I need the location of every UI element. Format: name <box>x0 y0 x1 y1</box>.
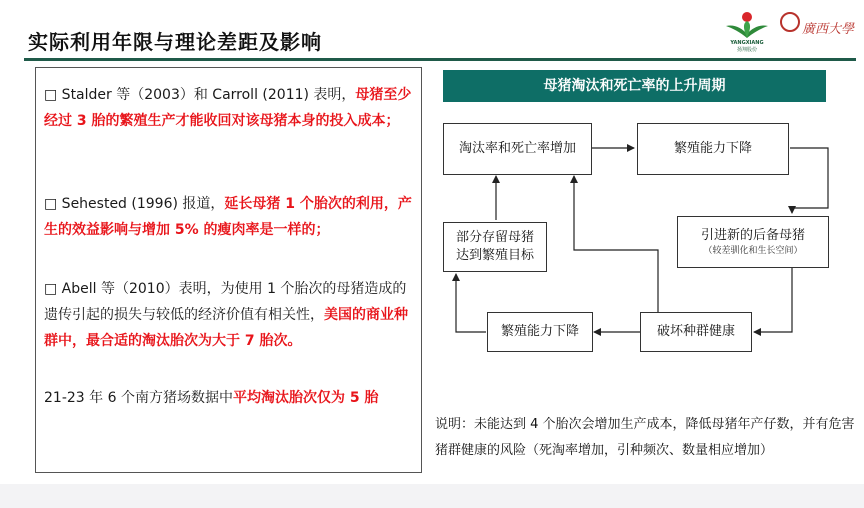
citation-sehested-text: □ Sehested (1996) 报道， <box>44 196 225 212</box>
box-introduce-label: 引进新的后备母猪 <box>700 228 805 243</box>
arrow-health-to-cull <box>574 176 658 312</box>
box-retained-sows <box>443 222 547 272</box>
page-title: 实际利用年限与理论差距及影响 <box>28 30 322 54</box>
box-herd-health-label: 破坏种群健康 <box>656 324 735 339</box>
arrow-fertility-to-introduce <box>790 148 828 213</box>
box-fertility-top-label: 繁殖能力下降 <box>673 141 752 156</box>
university-name: 廣西大學 <box>802 22 855 37</box>
citation-abell-highlight: 美国的商业种群中，最合适的淘汰胎次为大于 7 胎次。 <box>44 307 408 349</box>
box-fertility-decline-top <box>637 123 789 175</box>
citation-abell-text: □ Abell 等（2010）表明，为使用 1 个胎次的母猪造成的遗传引起的损失与较低的经济价值有相关性， <box>44 281 407 323</box>
diagram-note: 说明：未能达到 4 个胎次会增加生产成本，降低母猪年产仔数，并有危害猪群健康的风险（死淘率增加，引种频次、数量相应增加） <box>435 417 855 458</box>
cycle-diagram-banner: 母猪淘汰和死亡率的上升周期 <box>443 70 826 102</box>
box-introduce-note: （较差驯化和生长空间） <box>703 246 803 256</box>
yangxiang-logo-subtext: 扬翔股份 <box>736 47 757 53</box>
arrow-fertility-to-retain <box>456 274 486 332</box>
citation-sehested-highlight: 延长母猪 1 个胎次的利用，产生的效益影响与增加 5% 的瘦肉率是一样的； <box>44 196 412 238</box>
yangxiang-logo-text: YANGXIANG <box>730 40 764 46</box>
citation-stalder-text: □ Stalder 等（2003）和 Carroll (2011) 表明， <box>44 87 356 103</box>
box-cull-death-label: 淘汰率和死亡率增加 <box>458 141 576 156</box>
arrow-introduce-to-health <box>754 268 792 332</box>
box-cull-death-increase <box>443 123 592 175</box>
citation-stalder-highlight: 母猪至少经过 3 胎的繁殖生产才能收回对该母猪本身的投入成本； <box>44 87 412 129</box>
box-retained-label: 部分存留母猪达到繁殖目标 <box>455 230 534 263</box>
box-fertility-bottom-label: 繁殖能力下降 <box>500 324 579 339</box>
box-fertility-decline-bottom <box>487 312 593 352</box>
box-introduce-gilts <box>677 216 829 268</box>
bottom-bar <box>0 484 864 508</box>
farm-data-text: 21-23 年 6 个南方猪场数据中 <box>44 390 233 406</box>
farm-data-highlight: 平均淘汰胎次仅为 5 胎 <box>232 390 379 406</box>
box-herd-health-damage <box>640 312 752 352</box>
